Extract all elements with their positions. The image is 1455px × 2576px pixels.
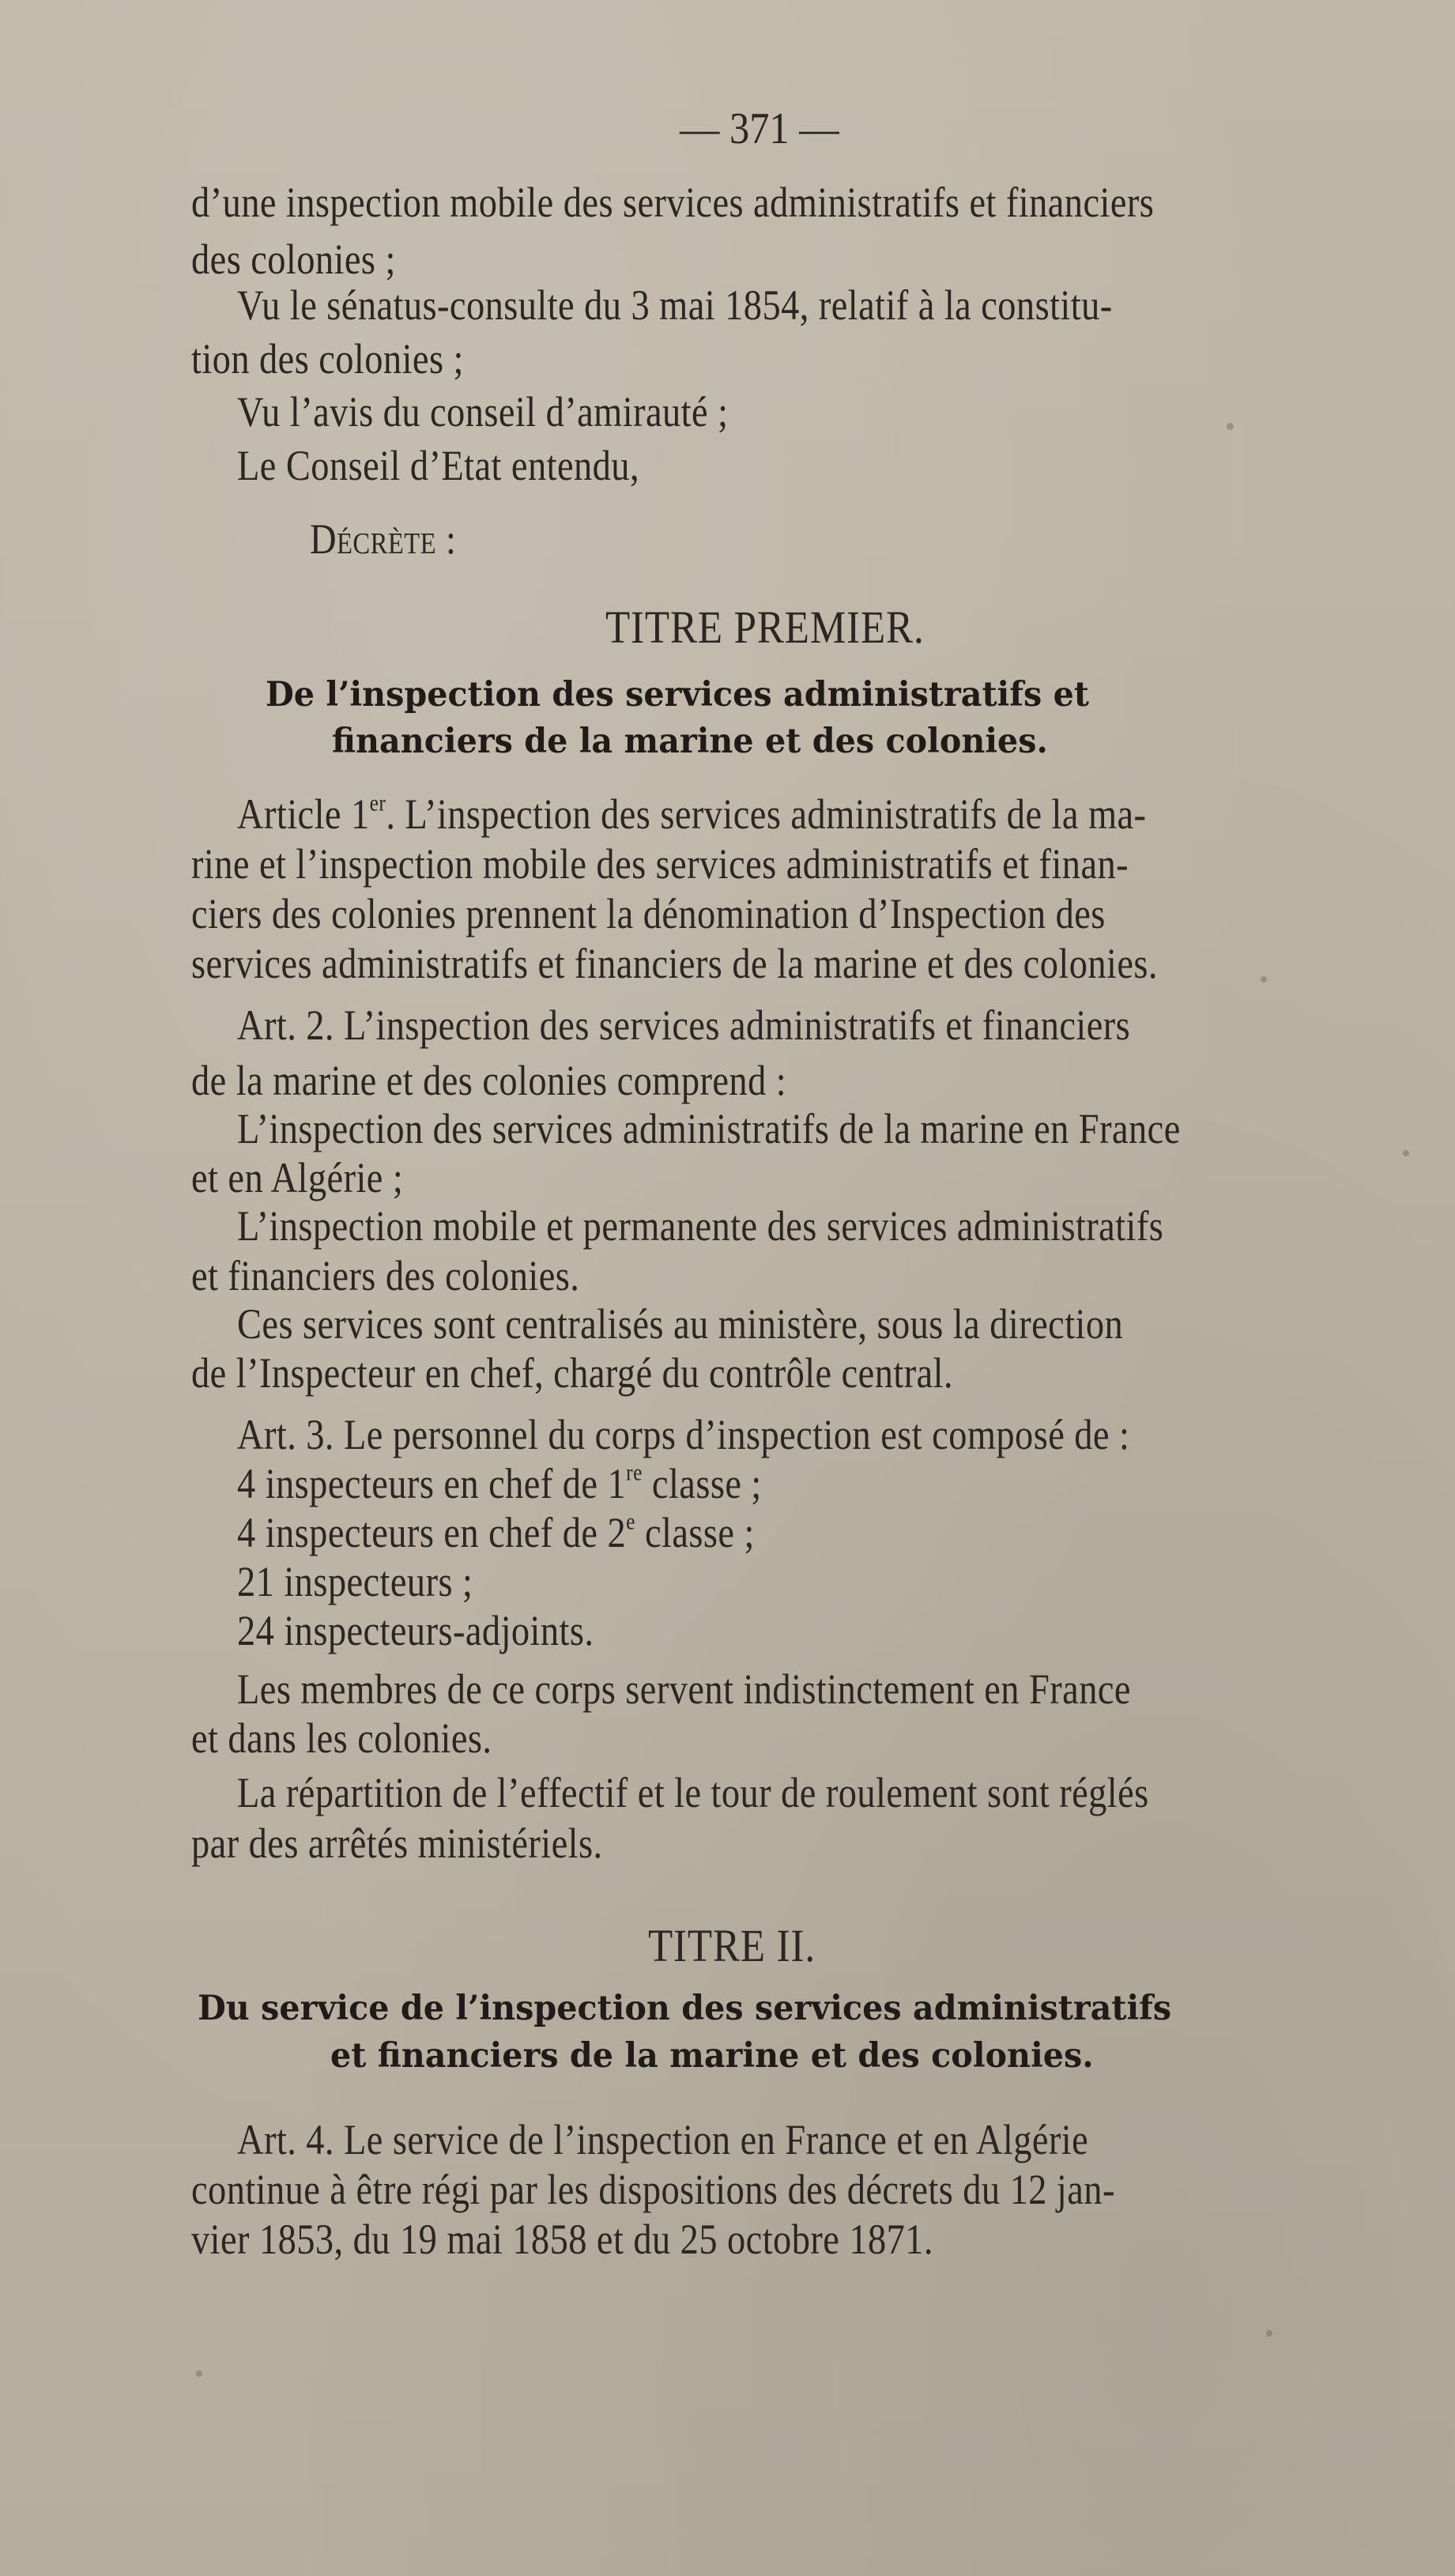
text-line: La répartition de l’effectif et le tour de roulement sont réglés: [237, 1769, 1149, 1816]
section-heading-line: et financiers de la marine et des colonies.: [330, 2036, 1094, 2076]
text-line: d’une inspection mobile des services administratifs et financiers: [191, 179, 1155, 226]
text-line: tion des colonies ;: [191, 335, 464, 383]
article-1-text: . L’inspection des services administratifs de la ma-: [386, 790, 1147, 838]
text-line: Art. 4. Le service de l’inspection en France et en Algérie: [237, 2116, 1089, 2163]
paper-spot: [1261, 976, 1267, 983]
superscript: er: [369, 790, 386, 817]
section-heading-line: financiers de la marine et des colonies.: [332, 722, 1048, 761]
text-line: et en Algérie ;: [191, 1154, 404, 1201]
text-line: services administratifs et financiers de la marine et des colonies.: [191, 940, 1158, 987]
text-line: Le Conseil d’Etat entendu,: [237, 442, 639, 489]
title-ii: TITRE II.: [648, 1920, 816, 1971]
text-line: L’inspection mobile et permanente des services administratifs: [237, 1202, 1164, 1250]
list-line: [237, 1511, 755, 1554]
text-line: et dans les colonies.: [191, 1714, 492, 1762]
text-line: Vu l’avis du conseil d’amirauté ;: [237, 388, 729, 436]
list-text: classe ;: [642, 1460, 762, 1507]
list-text: 4 inspecteurs en chef de 1: [237, 1460, 627, 1507]
text-line: de l’Inspecteur en chef, chargé du contrôle central.: [191, 1349, 954, 1397]
superscript: re: [626, 1460, 643, 1486]
page-number: — 371 —: [680, 104, 839, 153]
text-line: rine et l’inspection mobile des services administratifs et finan-: [191, 840, 1129, 888]
paper-spot: [196, 2370, 202, 2377]
decree-word: Décrète :: [310, 515, 457, 563]
title-premier: TITRE PREMIER.: [605, 602, 925, 653]
text-line: des colonies ;: [191, 236, 396, 283]
paper-spot: [1227, 423, 1234, 430]
text-line: vier 1853, du 19 mai 1858 et du 25 octobre 1871.: [191, 2216, 933, 2263]
text-line: Art. 2. L’inspection des services administratifs et financiers: [237, 1001, 1131, 1049]
text-line: par des arrêtés ministériels.: [191, 1820, 603, 1867]
paper-spot: [1266, 2330, 1272, 2337]
text-line: continue à être régi par les dispositions des décrets du 12 jan-: [191, 2166, 1115, 2213]
text-line: de la marine et des colonies comprend :: [191, 1057, 787, 1104]
text-line: L’inspection des services administratifs de la marine en France: [237, 1105, 1181, 1152]
text-line: ciers des colonies prennent la dénomination d’Inspection des: [191, 890, 1106, 937]
list-line: [237, 1462, 762, 1505]
section-heading-line: De l’inspection des services administratifs et: [266, 675, 1089, 715]
superscript: e: [626, 1509, 635, 1535]
text-line: Ces services sont centralisés au ministère, sous la direction: [237, 1300, 1124, 1348]
article-1-label: Article 1: [237, 790, 370, 838]
text-line: Les membres de ce corps servent indistinctement en France: [237, 1665, 1131, 1713]
list-text: 4 inspecteurs en chef de 2: [237, 1509, 627, 1556]
list-text: classe ;: [635, 1509, 755, 1556]
text-line: Art. 3. Le personnel du corps d’inspection est composé de :: [237, 1411, 1130, 1458]
paper-spot: [1403, 1150, 1409, 1156]
text-line: et financiers des colonies.: [191, 1252, 580, 1299]
section-heading-line: Du service de l’inspection des services administratifs: [198, 1989, 1172, 2028]
text-line: 21 inspecteurs ;: [237, 1558, 473, 1605]
text-line: 24 inspecteurs-adjoints.: [237, 1607, 594, 1654]
article-1-line: [237, 790, 1147, 838]
text-line: Vu le sénatus-consulte du 3 mai 1854, relatif à la constitu-: [237, 281, 1113, 329]
